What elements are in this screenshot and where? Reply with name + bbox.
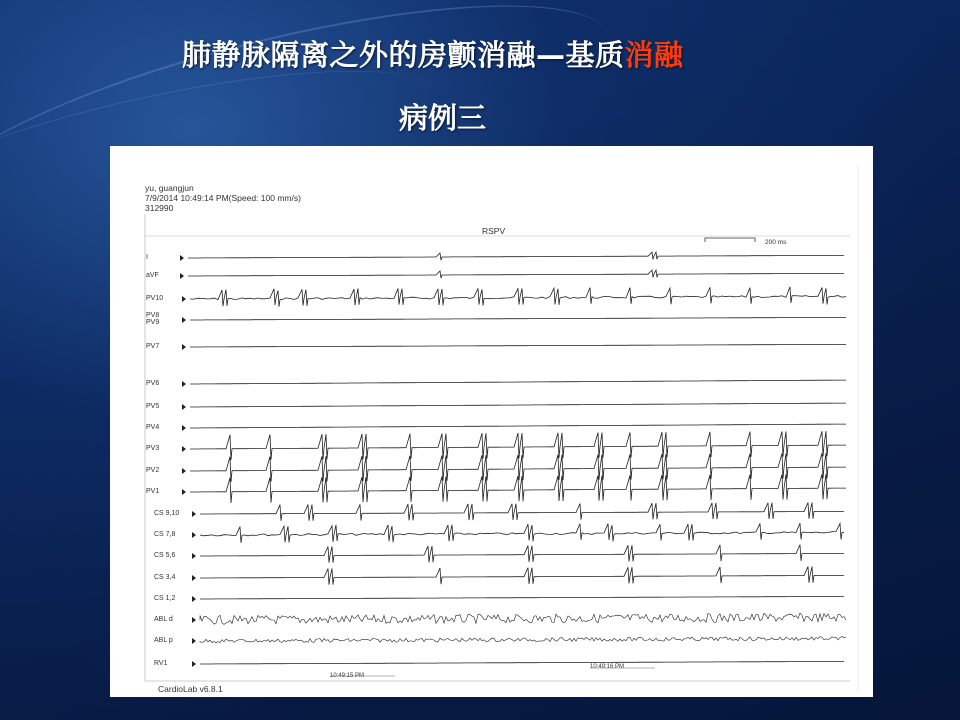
ecg-recording-image bbox=[110, 146, 873, 697]
channel-trace bbox=[190, 344, 846, 347]
slide-title bbox=[182, 33, 684, 74]
channel-marker bbox=[192, 596, 196, 602]
channel-trace bbox=[188, 252, 844, 260]
slide-title-main: 肺静脉隔离之外的房颤消融—基质 bbox=[182, 38, 625, 72]
channel-label: PV4 bbox=[146, 424, 160, 431]
channel-label: RV1 bbox=[154, 660, 168, 667]
channel-marker bbox=[182, 425, 186, 431]
channel-trace bbox=[200, 596, 844, 599]
channel-marker bbox=[180, 273, 184, 279]
channel-marker bbox=[182, 489, 186, 495]
section-label: RSPV bbox=[482, 226, 506, 236]
channel-trace bbox=[190, 287, 846, 307]
channel-label: PV1 bbox=[146, 488, 160, 495]
channel-label: CS 9,10 bbox=[154, 510, 180, 517]
scale-bar bbox=[705, 238, 755, 242]
channel-trace bbox=[188, 270, 844, 278]
channel-trace bbox=[200, 503, 844, 521]
channel-marker bbox=[182, 344, 186, 350]
channel-trace bbox=[190, 424, 846, 428]
channel-marker bbox=[192, 553, 196, 559]
channel-trace bbox=[200, 523, 844, 543]
channel-marker bbox=[182, 381, 186, 387]
slide-subtitle: 病例三 bbox=[399, 101, 487, 135]
scale-label: 200 ms bbox=[765, 239, 787, 246]
channel-trace bbox=[200, 661, 844, 664]
channel-trace bbox=[190, 317, 846, 320]
channel-marker bbox=[182, 404, 186, 410]
time-mark-1: 10:49:15 PM bbox=[330, 673, 365, 679]
channel-label: CS 7,8 bbox=[154, 531, 176, 538]
channel-marker bbox=[182, 446, 186, 452]
channel-label: PV5 bbox=[146, 403, 160, 410]
channel-label: PV8 PV9 bbox=[146, 312, 160, 326]
patient-name: yu, guangjun bbox=[145, 183, 194, 193]
recording-datetime: 7/9/2014 10:49:14 PM(Speed: 100 mm/s) bbox=[145, 193, 301, 203]
channel-label: CS 3,4 bbox=[154, 574, 176, 581]
channel-marker bbox=[180, 255, 184, 261]
channel-label: PV2 bbox=[146, 467, 160, 474]
channel-label: aVF bbox=[146, 272, 159, 279]
channel-trace bbox=[200, 545, 844, 563]
channel-marker bbox=[182, 317, 186, 323]
channel-label: CS 5,6 bbox=[154, 552, 176, 559]
channel-marker bbox=[192, 532, 196, 538]
channel-label: I bbox=[146, 254, 148, 261]
channel-marker bbox=[192, 511, 196, 517]
channel-marker bbox=[182, 468, 186, 474]
channel-label: PV10 bbox=[146, 295, 164, 302]
channel-marker bbox=[192, 638, 196, 644]
channel-label: ABL d bbox=[154, 616, 173, 623]
recording-id: 312990 bbox=[145, 203, 174, 213]
channel-label: PV7 bbox=[146, 343, 160, 350]
channel-marker bbox=[192, 617, 196, 623]
channel-trace bbox=[200, 637, 846, 643]
channel-label: PV6 bbox=[146, 380, 160, 387]
channel-label: PV3 bbox=[146, 445, 160, 452]
channel-trace bbox=[190, 474, 846, 503]
ecg-traces bbox=[110, 146, 873, 697]
time-mark-2: 10:49:16 PM bbox=[590, 664, 625, 670]
channel-label: CS 1,2 bbox=[154, 595, 176, 602]
channel-trace bbox=[200, 567, 844, 585]
channel-trace bbox=[190, 380, 846, 384]
channel-trace bbox=[200, 613, 846, 624]
channel-marker bbox=[192, 575, 196, 581]
channel-label: ABL p bbox=[154, 637, 173, 644]
channel-trace bbox=[190, 403, 846, 407]
slide-title-highlight: 消融 bbox=[624, 38, 684, 72]
channel-marker bbox=[182, 296, 186, 302]
software-footer: CardioLab v6.8.1 bbox=[158, 684, 223, 694]
channel-marker bbox=[192, 661, 196, 667]
